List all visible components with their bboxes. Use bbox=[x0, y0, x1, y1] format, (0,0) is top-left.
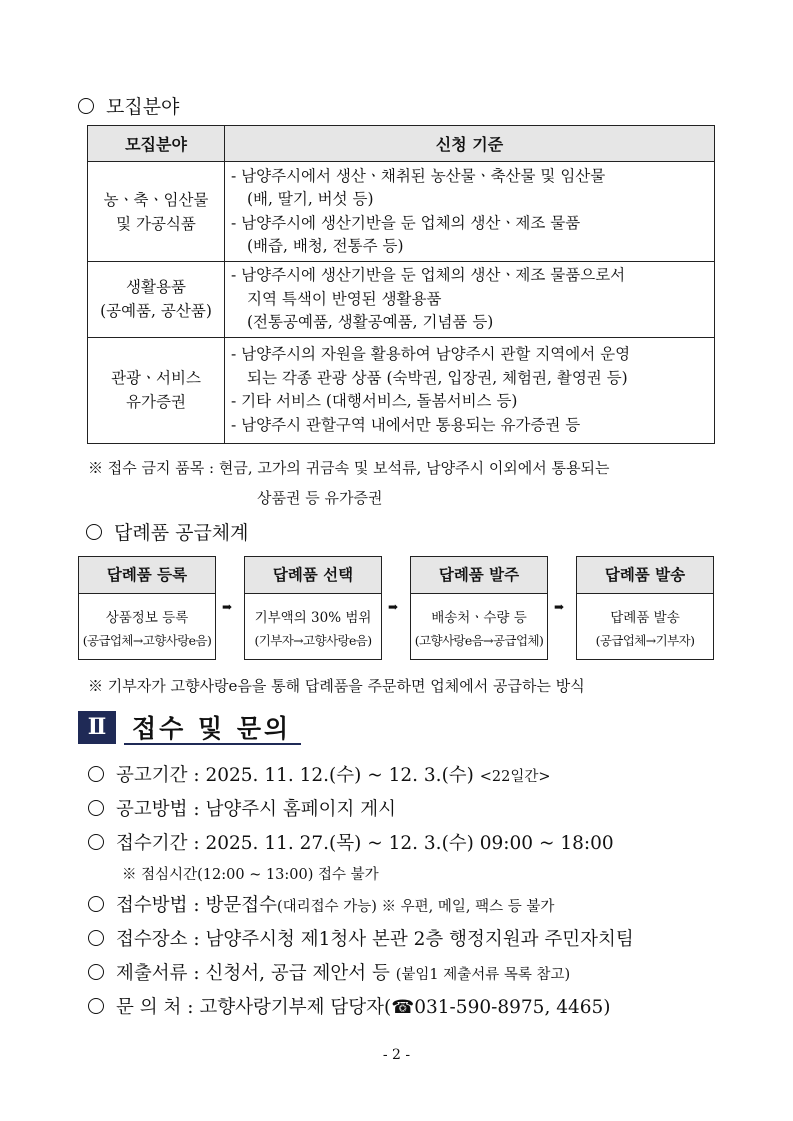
contact-number: 031-590-8975, 4465) bbox=[414, 997, 611, 1018]
flow-step-register bbox=[78, 556, 216, 660]
criteria-line: - 남양주시에 생산기반을 둔 업체의 생산ㆍ제조 물품으로서 bbox=[231, 266, 626, 284]
flow-step-desc: 상품정보 등록 bbox=[105, 610, 189, 626]
prohibited-items-note-cont: 상품권 등 유가증권 bbox=[257, 489, 383, 507]
circle-bullet-icon bbox=[88, 964, 104, 980]
page-number: - 2 - bbox=[382, 1047, 411, 1063]
criteria-line: - 남양주시에 생산기반을 둔 업체의 생산ㆍ제조 물품 bbox=[231, 213, 581, 232]
arrow-right-icon: ➡ bbox=[388, 600, 399, 614]
contact-item bbox=[88, 993, 611, 1019]
circle-bullet-icon bbox=[88, 896, 104, 912]
section-title: 접수 및 문의 bbox=[132, 714, 292, 743]
lunch-note: ※ 점심시간(12:00 ~ 13:00) 접수 불가 bbox=[122, 867, 379, 883]
circle-bullet-icon bbox=[88, 800, 104, 816]
circle-bullet-icon bbox=[86, 524, 102, 540]
criteria-line: - 기타 서비스 (대행서비스, 돌봄서비스 등) bbox=[231, 392, 518, 410]
table-row bbox=[88, 262, 715, 338]
table-header-row bbox=[88, 126, 715, 162]
contact-label: 문 의 처 : 고향사랑기부제 담당자( bbox=[116, 997, 392, 1018]
reception-place-item bbox=[88, 925, 634, 951]
table-row bbox=[88, 162, 715, 262]
criteria-line: 되는 각종 관광 상품 (숙박권, 입장권, 체험권, 촬영권 등) bbox=[247, 368, 628, 387]
category-line: 및 가공식품 bbox=[116, 214, 196, 233]
circle-bullet-icon bbox=[88, 834, 104, 850]
arrow-right-icon: ➡ bbox=[554, 600, 565, 614]
category-line: 유가증권 bbox=[126, 393, 186, 411]
section-title-underline bbox=[124, 743, 301, 745]
flow-step-desc: 답례품 발송 bbox=[610, 610, 680, 626]
documents-item bbox=[88, 959, 570, 985]
category-line: 관광ㆍ서비스 bbox=[111, 369, 201, 387]
reception-period-text: 접수기간 : 2025. 11. 27.(목) ~ 12. 3.(수) 09:00 ~ 18:00 bbox=[116, 833, 614, 854]
criteria-line: - 남양주시에서 생산ㆍ채취된 농산물ㆍ축산물 및 임산물 bbox=[231, 166, 606, 185]
flow-step-title: 답례품 발송 bbox=[577, 557, 713, 594]
table-cell-category bbox=[88, 162, 225, 262]
criteria-line: 지역 특색이 반영된 생활용품 bbox=[247, 289, 442, 308]
criteria-line: - 남양주시 관할구역 내에서만 통용되는 유가증권 등 bbox=[231, 415, 581, 434]
circle-bullet-icon bbox=[88, 930, 104, 946]
category-line: 생활용품 bbox=[126, 278, 186, 297]
category-line: 농ㆍ축ㆍ임산물 bbox=[103, 190, 209, 209]
flow-step-select bbox=[244, 556, 382, 660]
table-cell-category bbox=[88, 337, 225, 443]
criteria-line: (전통공예품, 생활공예품, 기념품 등) bbox=[247, 313, 494, 331]
flow-step-flow: (공급업체→기부자) bbox=[595, 633, 695, 648]
recruit-table bbox=[87, 125, 715, 444]
table-cell-criteria bbox=[225, 337, 715, 443]
notice-period-days: <22일간> bbox=[479, 769, 551, 785]
table-cell-criteria bbox=[225, 162, 715, 262]
flow-step-flow: (기부자→고향사랑e음) bbox=[254, 633, 372, 648]
documents-text: 제출서류 : 신청서, 공급 제안서 등 bbox=[116, 963, 396, 984]
flow-step-title: 답례품 선택 bbox=[245, 557, 381, 594]
circle-bullet-icon bbox=[88, 998, 104, 1014]
table-cell-category bbox=[88, 262, 225, 338]
flow-step-desc: 기부액의 30% 범위 bbox=[254, 610, 372, 626]
circle-bullet-icon bbox=[78, 98, 94, 114]
table-row bbox=[88, 337, 715, 443]
flow-step-order bbox=[410, 556, 548, 660]
flow-step-flow: (고향사랑e음→공급업체) bbox=[414, 633, 544, 648]
table-header-criteria: 신청 기준 bbox=[225, 126, 715, 162]
reception-period-item bbox=[88, 829, 614, 855]
arrow-right-icon: ➡ bbox=[222, 600, 233, 614]
criteria-line: (배, 딸기, 버섯 등) bbox=[247, 190, 374, 208]
reception-method-item bbox=[88, 891, 554, 917]
flow-step-flow: (공급업체→고향사랑e음) bbox=[82, 633, 212, 648]
supply-heading-text: 답례품 공급체계 bbox=[114, 522, 249, 544]
circle-bullet-icon bbox=[88, 766, 104, 782]
section-number-badge: Ⅱ bbox=[78, 711, 116, 744]
criteria-line: - 남양주시의 자원을 활용하여 남양주시 관할 지역에서 운영 bbox=[231, 345, 631, 363]
notice-period-text: 공고기간 : 2025. 11. 12.(수) ~ 12. 3.(수) bbox=[116, 765, 480, 786]
phone-icon: ☎ bbox=[391, 997, 415, 1018]
flow-step-ship bbox=[576, 556, 714, 660]
supply-note: ※ 기부자가 고향사랑e음을 통해 답례품을 주문하면 업체에서 공급하는 방식 bbox=[88, 677, 585, 695]
category-line: (공예품, 공산품) bbox=[100, 302, 212, 321]
notice-method-text: 공고방법 : 남양주시 홈페이지 게시 bbox=[116, 799, 396, 820]
documents-note: (붙임1 제출서류 목록 참고) bbox=[395, 967, 571, 983]
flow-step-title: 답례품 등록 bbox=[79, 557, 215, 594]
table-header-category: 모집분야 bbox=[88, 126, 225, 162]
reception-method-note: (대리접수 가능) ※ 우편, 메일, 팩스 등 불가 bbox=[276, 899, 555, 915]
prohibited-items-note: ※ 접수 금지 품목 : 현금, 고가의 귀금속 및 보석류, 남양주시 이외에서 통용되는 bbox=[88, 459, 610, 477]
flow-step-desc: 배송처ㆍ수량 등 bbox=[431, 610, 527, 626]
table-cell-criteria bbox=[225, 262, 715, 338]
recruit-heading bbox=[78, 92, 179, 119]
reception-place-text: 접수장소 : 남양주시청 제1청사 본관 2층 행정지원과 주민자치팀 bbox=[116, 929, 634, 950]
reception-method-text: 접수방법 : 방문접수 bbox=[116, 895, 277, 916]
flow-step-title: 답례품 발주 bbox=[411, 557, 547, 594]
notice-period-item bbox=[88, 761, 551, 787]
notice-method-item bbox=[88, 795, 396, 821]
supply-heading bbox=[86, 518, 249, 545]
recruit-heading-text: 모집분야 bbox=[106, 96, 180, 118]
criteria-line: (배즙, 배청, 전통주 등) bbox=[247, 237, 404, 255]
